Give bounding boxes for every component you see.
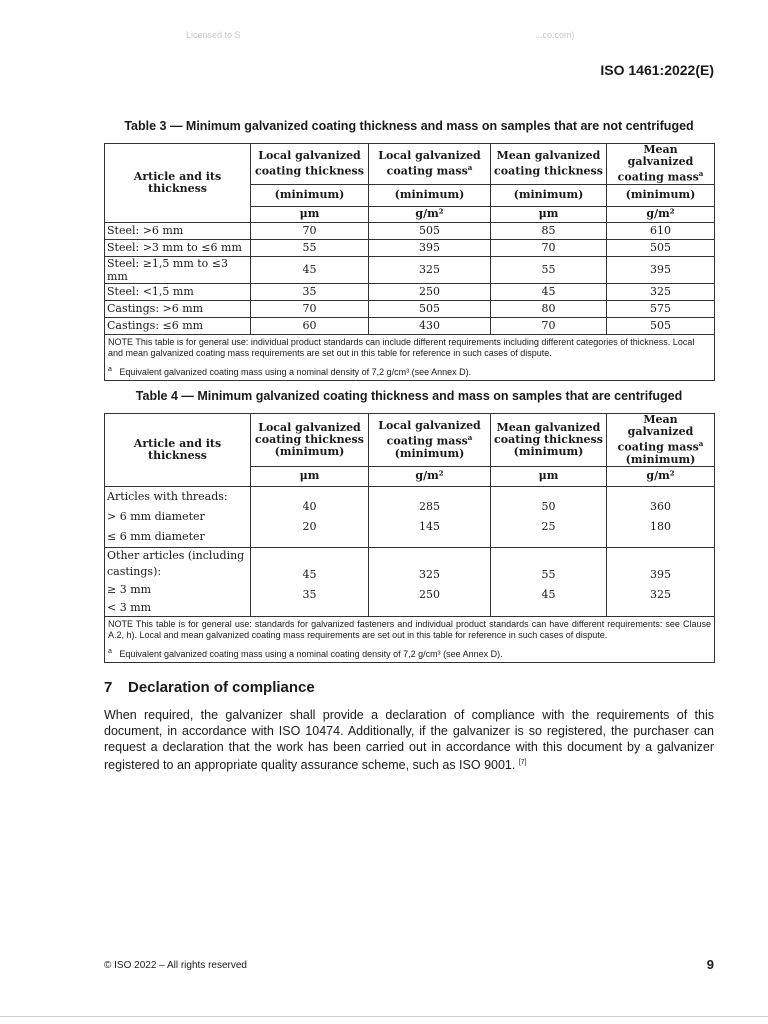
cell: 70 <box>491 239 607 256</box>
table-row <box>105 547 715 616</box>
cell: 505 <box>607 317 715 334</box>
table4-unit: μm <box>251 466 369 486</box>
cell: 325 250 <box>369 547 491 616</box>
table3 <box>104 143 715 381</box>
cell: 610 <box>607 222 715 239</box>
cell: 45 <box>491 283 607 300</box>
table4-col-header: Local galvanized coating mass$^a$ (minimum) <box>369 414 491 467</box>
table4-col-header: Local galvanized coating thickness (minimum) <box>251 414 369 467</box>
standard-id: ISO 1461:2022(E) <box>600 62 714 78</box>
table-row <box>105 317 715 334</box>
page-edge-line <box>0 1016 768 1017</box>
cell: 395 <box>369 239 491 256</box>
table3-min-label: (minimum) <box>251 184 369 206</box>
watermark-left: Licensed to S <box>186 30 241 40</box>
table3-col-header: Local galvanized coating thickness <box>251 144 369 185</box>
table3-unit: g/m² <box>369 206 491 222</box>
cell: 250 <box>369 283 491 300</box>
row-article: Other articles (including castings): ≥ 3 mm < 3 mm <box>105 547 251 616</box>
table4-unit: μm <box>491 466 607 486</box>
cell: 325 <box>369 256 491 283</box>
table3-col-header: Mean galvanized coating thickness <box>491 144 607 185</box>
table4-unit: g/m² <box>369 466 491 486</box>
row-article: Steel: ≥1,5 mm to ≤3 mm <box>105 256 251 283</box>
table4-note-cell <box>105 616 715 662</box>
cell: 285 145 <box>369 486 491 547</box>
page-number: 9 <box>706 957 714 972</box>
table4-col-header: Mean galvanized coating thickness (minimum) <box>491 414 607 467</box>
section-body <box>104 707 714 773</box>
table3-unit: g/m² <box>607 206 715 222</box>
table4 <box>104 413 715 663</box>
cell: 395 325 <box>607 547 715 616</box>
table3-min-label: (minimum) <box>607 184 715 206</box>
table3-col-header: Mean galvanized coating mass$^a$ <box>607 144 715 185</box>
table3-caption: Table 3 — Minimum galvanized coating thickness and mass on samples that are not centrifuged <box>124 119 694 133</box>
table4-article-header: Article and its thickness <box>105 414 251 487</box>
cell: 360 180 <box>607 486 715 547</box>
table4-col-header: Mean galvanized coating mass$^a$ (minimum) <box>607 414 715 467</box>
cell: 50 25 <box>491 486 607 547</box>
table3-unit: μm <box>251 206 369 222</box>
cell: 80 <box>491 300 607 317</box>
cell: 55 45 <box>491 547 607 616</box>
table3-footnote: $^a$ Equivalent galvanized coating mass using a nominal density of 7,2 g/cm³ (see Annex D). <box>108 365 472 377</box>
table4-footnote: $^a$ Equivalent galvanized coating mass using a nominal coating density of 7,2 g/cm³ (see Annex D). <box>108 647 503 659</box>
table3-min-label: (minimum) <box>369 184 491 206</box>
table-row <box>105 256 715 283</box>
cell: 70 <box>491 317 607 334</box>
table3-note: NOTE This table is for general use: individual product standards can include different requirements including different categories of thickness. Local and mean galvanized coating mass requirements are set out in this table for reference in such cases of dispute. <box>108 336 695 358</box>
table4-caption: Table 4 — Minimum galvanized coating thickness and mass on samples that are centrifuged <box>135 389 683 403</box>
reference-link[interactable]: [7] <box>518 759 527 766</box>
table4-note: NOTE This table is for general use: standards for galvanized fasteners and individual product standards can have different requirements: see Clause A.2, h). Local and mean galvanized coating mass requirements are set out in this table for reference in such cases of dispute. <box>108 618 711 640</box>
footer-copyright: © ISO 2022 – All rights reserved <box>104 960 247 971</box>
row-article: Articles with threads: > 6 mm diameter ≤ 6 mm diameter <box>105 486 251 547</box>
table3-article-header: Article and its thickness <box>105 144 251 223</box>
table3-unit: μm <box>491 206 607 222</box>
row-article: Steel: <1,5 mm <box>105 283 251 300</box>
cell: 505 <box>369 300 491 317</box>
table3-min-label: (minimum) <box>491 184 607 206</box>
cell: 60 <box>251 317 369 334</box>
cell: 325 <box>607 283 715 300</box>
cell: 35 <box>251 283 369 300</box>
cell: 70 <box>251 222 369 239</box>
table-row <box>105 300 715 317</box>
table-row <box>105 239 715 256</box>
table4-unit: g/m² <box>607 466 715 486</box>
cell: 45 35 <box>251 547 369 616</box>
cell: 505 <box>607 239 715 256</box>
watermark-right: ...co.com) <box>535 30 575 40</box>
cell: 505 <box>369 222 491 239</box>
section-title: Declaration of compliance <box>128 679 315 696</box>
table-row <box>105 283 715 300</box>
cell: 395 <box>607 256 715 283</box>
section-number: 7 <box>104 679 113 696</box>
cell: 85 <box>491 222 607 239</box>
section-heading <box>104 679 315 696</box>
cell: 55 <box>491 256 607 283</box>
table-row <box>105 222 715 239</box>
cell: 70 <box>251 300 369 317</box>
row-article: Castings: >6 mm <box>105 300 251 317</box>
table3-col-header: Local galvanized coating mass$^a$ <box>369 144 491 185</box>
table3-note-cell <box>105 334 715 380</box>
table-row <box>105 486 715 547</box>
cell: 45 <box>251 256 369 283</box>
cell: 40 20 <box>251 486 369 547</box>
row-article: Steel: >6 mm <box>105 222 251 239</box>
cell: 575 <box>607 300 715 317</box>
row-article: Castings: ≤6 mm <box>105 317 251 334</box>
cell: 430 <box>369 317 491 334</box>
row-article: Steel: >3 mm to ≤6 mm <box>105 239 251 256</box>
section-body-text: When required, the galvanizer shall provide a declaration of compliance with the requirements of this document, in accordance with ISO 10474. Additionally, if the galvanizer is so registered, the purchaser can request a declaration that the work has been carried out in accordance with this document by a galvanizer registered to an appropriate quality assurance scheme, such as ISO 9001. <box>104 708 714 773</box>
cell: 55 <box>251 239 369 256</box>
